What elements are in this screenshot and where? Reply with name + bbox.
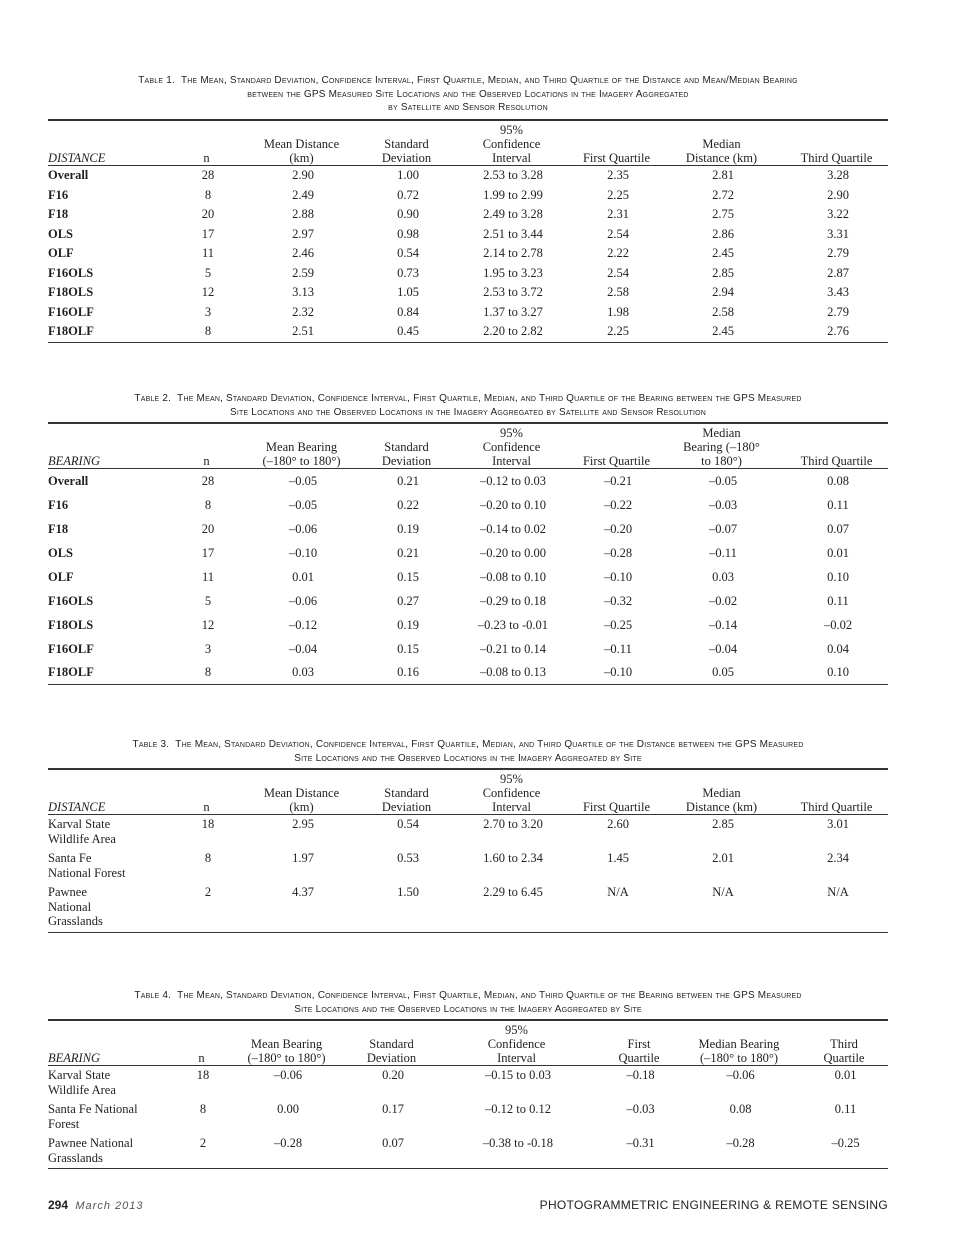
table-row: [48, 589, 888, 613]
table-cell: 5: [204, 265, 212, 280]
table-cell: 18: [201, 817, 215, 831]
table-cell: –0.05: [708, 473, 738, 488]
table-cell: 2.95: [292, 817, 314, 831]
table-row: [48, 815, 888, 850]
caption-line: Site Locations and the Observed Locations in the Imagery Aggregated by Site: [294, 1003, 642, 1015]
table-cell: 2.51 to 3.44: [483, 226, 543, 241]
table-cell: –0.18: [626, 1068, 655, 1082]
table3-label: Table 3.: [132, 739, 170, 750]
row-label: OLS: [48, 226, 74, 241]
table-cell: –0.15 to 0.03: [485, 1068, 551, 1082]
column-header: BEARING: [48, 424, 178, 469]
page-footer: [48, 1198, 888, 1216]
table-cell: 11: [201, 569, 215, 584]
table-cell: 2.51: [238, 322, 368, 342]
column-header: 95% Confidence Interval: [448, 121, 578, 166]
table-cell: 2.20 to 2.82: [448, 322, 578, 342]
table-cell: 0.27: [397, 593, 419, 608]
row-label: Overall: [48, 168, 89, 182]
table-row: [48, 205, 888, 225]
table4-label: Table 4.: [134, 990, 172, 1001]
table-cell: 4.37: [238, 883, 368, 932]
table-cell: 2.54: [607, 265, 629, 280]
table-cell: –0.11: [709, 545, 737, 560]
table-cell: 3.28: [827, 168, 849, 182]
column-header: Median Distance (km): [658, 770, 788, 815]
table-cell: 0.03: [712, 569, 734, 584]
header-row: [48, 424, 888, 469]
table-cell: –0.14 to 0.02: [480, 521, 546, 536]
column-header: Third Quartile: [788, 121, 888, 166]
table-cell: –0.20 to 0.10: [480, 497, 546, 512]
table-cell: –0.11: [604, 641, 632, 656]
table-cell: 3.22: [827, 207, 849, 221]
table-cell: 2.49 to 3.28: [483, 207, 543, 221]
column-header: n: [178, 770, 238, 815]
table-cell: 8: [204, 851, 212, 865]
column-header: Mean Bearing (–180° to 180°): [238, 424, 368, 469]
table-row: [48, 225, 888, 245]
table-cell: 0.15: [397, 569, 419, 584]
column-header: n: [178, 121, 238, 166]
table-row: [48, 613, 888, 637]
table-cell: 2.25: [578, 322, 658, 342]
table-cell: 1.05: [397, 285, 419, 299]
table-cell: 2.53 to 3.28: [483, 168, 543, 182]
column-header: BEARING: [48, 1021, 183, 1066]
table-cell: 1.99 to 2.99: [483, 187, 543, 202]
table-cell: 0.22: [397, 497, 419, 512]
table-cell: –0.06: [288, 521, 318, 536]
table-cell: –0.28: [223, 1134, 353, 1169]
table1: [48, 119, 888, 343]
table-cell: –0.20: [603, 521, 633, 536]
row-label: Santa Fe National Forest: [48, 1102, 138, 1131]
table-row: [48, 849, 888, 883]
table-row: [48, 469, 888, 493]
table-cell: –0.05: [288, 497, 318, 512]
row-label: F18OLF: [48, 661, 178, 685]
table-cell: 2.45: [658, 322, 788, 342]
table-cell: 2.97: [292, 226, 314, 241]
row-label: F18OLS: [48, 285, 94, 299]
table-cell: 2.35: [607, 168, 629, 182]
table-row: [48, 264, 888, 284]
table1-caption: [48, 74, 888, 115]
table-cell: 2.01: [712, 851, 734, 865]
table-cell: 12: [201, 285, 215, 299]
row-label: F16OLS: [48, 265, 94, 280]
table-row: [48, 322, 888, 342]
caption-line: Table 4. The Mean, Standard Deviation, Confidence Interval, First Quartile, Median, and Third Quartile of the Bearing between the GPS Measured: [134, 990, 802, 1001]
table-cell: –0.28: [678, 1134, 803, 1169]
row-label: F18OLF: [48, 322, 178, 342]
table-cell: 3: [204, 304, 212, 319]
table-row: [48, 166, 888, 186]
table-cell: 8: [204, 187, 212, 202]
table-cell: 28: [201, 473, 215, 488]
footer-left: [48, 1198, 143, 1212]
row-label: Karval State Wildlife Area: [48, 1068, 116, 1097]
table-cell: N/A: [788, 883, 888, 932]
table-cell: 0.19: [397, 521, 419, 536]
table-row: [48, 186, 888, 206]
row-label: F18: [48, 207, 69, 221]
table-cell: 2.94: [712, 285, 734, 299]
table-cell: 0.05: [658, 661, 788, 685]
table-cell: 2: [178, 883, 238, 932]
table-row: [48, 1066, 888, 1101]
table-cell: 12: [201, 617, 215, 632]
table-cell: –0.21: [603, 473, 633, 488]
table-cell: 8: [204, 497, 212, 512]
table-cell: 0.16: [368, 661, 448, 685]
row-label: Pawnee National Grasslands: [48, 1134, 183, 1169]
table-cell: –0.04: [708, 641, 738, 656]
row-label: Overall: [48, 473, 89, 488]
table-cell: 2.60: [607, 817, 629, 831]
table-cell: –0.25: [603, 617, 633, 632]
column-header: Median Distance (km): [658, 121, 788, 166]
table-cell: –0.20 to 0.00: [480, 545, 546, 560]
table2: [48, 422, 888, 685]
table3-caption: [48, 738, 888, 765]
table-cell: –0.25: [803, 1134, 888, 1169]
column-header: Standard Deviation: [368, 121, 448, 166]
page-number: 294: [48, 1198, 69, 1212]
table-cell: 2.90: [827, 187, 849, 202]
table-cell: –0.10: [578, 661, 658, 685]
column-header: First Quartile: [578, 770, 658, 815]
caption-line: Site Locations and the Observed Locations in the Imagery Aggregated by Satellite and Sensor Resolution: [229, 406, 707, 418]
column-header: Mean Distance (km): [238, 121, 368, 166]
table-cell: 0.10: [827, 569, 849, 584]
table-cell: 0.19: [397, 617, 419, 632]
table-row: [48, 517, 888, 541]
row-label: F16OLF: [48, 304, 94, 319]
table-cell: –0.02: [823, 617, 853, 632]
table-row: [48, 1100, 888, 1134]
caption-line: Site Locations and the Observed Locations in the Imagery Aggregated by Site: [294, 752, 642, 764]
table-cell: 2.85: [712, 265, 734, 280]
table-cell: N/A: [578, 883, 658, 932]
table-cell: 1.00: [397, 168, 419, 182]
row-label: Karval State Wildlife Area: [48, 817, 116, 846]
column-header: First Quartile: [578, 121, 658, 166]
row-label: F16OLF: [48, 641, 94, 656]
table-cell: 0.11: [834, 1102, 857, 1116]
table-cell: 2.54: [607, 226, 629, 241]
table-cell: 0.53: [397, 851, 419, 865]
table-cell: –0.23 to -0.01: [477, 617, 549, 632]
table-cell: 0.08: [729, 1102, 752, 1116]
table-cell: 0.08: [827, 473, 849, 488]
table-cell: 2.87: [827, 265, 849, 280]
table-cell: 2.25: [607, 187, 629, 202]
table-row: [48, 661, 888, 685]
table-cell: 3.43: [827, 285, 849, 299]
table-cell: 2.59: [292, 265, 314, 280]
table-cell: –0.06: [273, 1068, 303, 1082]
column-header: Median Bearing (–180° to 180°): [658, 424, 788, 469]
table-cell: 2.45: [712, 246, 734, 260]
table-cell: 0.21: [397, 545, 419, 560]
table-cell: 2.49: [292, 187, 314, 202]
caption-line: between the GPS Measured Site Locations and the Observed Locations in the Imagery Aggregated: [247, 88, 689, 100]
column-header: Standard Deviation: [368, 424, 448, 469]
table-cell: 20: [201, 521, 215, 536]
table-cell: 2.58: [712, 304, 734, 319]
table-cell: 17: [201, 545, 215, 560]
table-cell: 2.14 to 2.78: [483, 246, 543, 260]
table-cell: –0.21 to 0.14: [480, 641, 546, 656]
table-cell: 0.11: [827, 593, 849, 608]
header-row: [48, 770, 888, 815]
table-cell: 2.32: [292, 304, 314, 319]
table-row: [48, 244, 888, 264]
table-cell: 11: [201, 246, 215, 260]
table4: [48, 1019, 888, 1169]
table-cell: 0.07: [827, 521, 849, 536]
table-cell: 20: [201, 207, 215, 221]
column-header: 95% Confidence Interval: [433, 1021, 603, 1066]
table-cell: 8: [178, 322, 238, 342]
table-cell: 2.46: [292, 246, 314, 260]
table-cell: 0.17: [382, 1102, 404, 1116]
column-header: Third Quartile: [788, 770, 888, 815]
table-cell: 1.45: [607, 851, 629, 865]
table-cell: 0.98: [397, 226, 419, 241]
table-cell: 1.95 to 3.23: [483, 265, 543, 280]
table-cell: 2.86: [712, 226, 734, 241]
column-header: Mean Distance (km): [238, 770, 368, 815]
table-cell: –0.02: [708, 593, 738, 608]
table-cell: 0.54: [397, 817, 419, 831]
row-label: Santa Fe National Forest: [48, 851, 126, 880]
table-cell: –0.06: [288, 593, 318, 608]
table-cell: 0.01: [292, 569, 314, 584]
table-cell: 2.53 to 3.72: [483, 285, 543, 299]
table3: [48, 768, 888, 933]
table1-label: Table 1.: [138, 75, 175, 86]
table-cell: 2.58: [607, 285, 629, 299]
table-cell: 28: [201, 168, 215, 182]
table-cell: 1.37 to 3.27: [483, 304, 543, 319]
table-cell: 18: [196, 1068, 210, 1082]
table-cell: 0.84: [397, 304, 419, 319]
column-header: n: [178, 424, 238, 469]
table-cell: 1.98: [607, 304, 629, 319]
table-cell: 2.70 to 3.20: [483, 817, 543, 831]
column-header: Mean Bearing (–180° to 180°): [223, 1021, 353, 1066]
table-row: [48, 283, 888, 303]
row-label: F18: [48, 521, 69, 536]
row-label: OLF: [48, 569, 74, 584]
table-cell: 2.88: [292, 207, 314, 221]
table-cell: 8: [199, 1102, 207, 1116]
table2-label: Table 2.: [134, 393, 172, 404]
table-row: [48, 637, 888, 661]
table-cell: 2.76: [788, 322, 888, 342]
caption-line: Table 1. The Mean, Standard Deviation, Confidence Interval, First Quartile, Median, and Third Quartile of the Distance and Mean/Median Bearing: [138, 75, 798, 86]
table-cell: 2.81: [712, 168, 734, 182]
table-cell: N/A: [658, 883, 788, 932]
column-header: First Quartile: [578, 424, 658, 469]
column-header: Third Quartile: [803, 1021, 888, 1066]
table-cell: –0.06: [726, 1068, 755, 1082]
table-cell: –0.03: [626, 1102, 655, 1116]
table4-caption: [48, 989, 888, 1016]
table-cell: 2.79: [827, 304, 849, 319]
column-header: Third Quartile: [788, 424, 888, 469]
table-cell: 2.31: [607, 207, 629, 221]
table-cell: 2.22: [607, 246, 629, 260]
table-cell: 0.90: [397, 207, 419, 221]
table-cell: 0.73: [397, 265, 419, 280]
table-cell: 3.13: [292, 285, 314, 299]
journal-name: PHOTOGRAMMETRIC ENGINEERING & REMOTE SENSING: [539, 1198, 888, 1212]
table-cell: 0.20: [382, 1068, 404, 1082]
column-header: Standard Deviation: [368, 770, 448, 815]
table2-caption: [48, 392, 888, 419]
table-cell: –0.12 to 0.03: [480, 473, 546, 488]
table-cell: 0.15: [397, 641, 419, 656]
table-cell: 0.10: [788, 661, 888, 685]
table-cell: –0.12: [288, 617, 318, 632]
table-cell: 0.72: [397, 187, 419, 202]
table-cell: –0.08 to 0.13: [448, 661, 578, 685]
table-cell: 2.72: [712, 187, 734, 202]
caption-line: Table 3. The Mean, Standard Deviation, Confidence Interval, First Quartile, Median, and Third Quartile of the Distance between the GPS Measured: [132, 739, 804, 750]
table-cell: 0.04: [827, 641, 849, 656]
row-label: F16: [48, 497, 69, 512]
row-label: F16: [48, 187, 69, 202]
table-cell: 2.79: [827, 246, 849, 260]
table-cell: 2.85: [712, 817, 734, 831]
table-cell: –0.03: [708, 497, 738, 512]
table-cell: 0.01: [827, 545, 849, 560]
table-cell: 5: [204, 593, 212, 608]
header-row: [48, 1021, 888, 1066]
table-cell: –0.38 to -0.18: [433, 1134, 603, 1169]
table-cell: 0.54: [397, 246, 419, 260]
row-label: OLS: [48, 545, 74, 560]
table-cell: 0.45: [368, 322, 448, 342]
table-cell: 1.50: [368, 883, 448, 932]
table-cell: 3: [204, 641, 212, 656]
column-header: n: [183, 1021, 223, 1066]
table-cell: 3.01: [827, 817, 849, 831]
column-header: First Quartile: [603, 1021, 678, 1066]
table-cell: 1.97: [292, 851, 314, 865]
table-cell: –0.12 to 0.12: [485, 1102, 551, 1116]
column-header: DISTANCE: [48, 121, 178, 166]
table-cell: 2.34: [827, 851, 849, 865]
caption-line: Table 2. The Mean, Standard Deviation, Confidence Interval, First Quartile, Median, and Third Quartile of the Bearing between the GPS Measured: [134, 393, 802, 404]
table-cell: 2: [183, 1134, 223, 1169]
column-header: 95% Confidence Interval: [448, 424, 578, 469]
table-cell: 17: [201, 226, 215, 241]
table-cell: –0.08 to 0.10: [480, 569, 546, 584]
table-cell: –0.32: [603, 593, 633, 608]
table-cell: –0.14: [708, 617, 738, 632]
table-cell: 0.21: [397, 473, 419, 488]
row-label: OLF: [48, 246, 74, 260]
table-cell: 2.90: [292, 168, 314, 182]
table-cell: –0.10: [603, 569, 633, 584]
table-cell: –0.22: [603, 497, 633, 512]
table-cell: –0.28: [603, 545, 633, 560]
table-cell: –0.04: [288, 641, 318, 656]
table-row: [48, 883, 888, 932]
table-row: [48, 493, 888, 517]
row-label: F16OLS: [48, 593, 94, 608]
table-cell: –0.31: [603, 1134, 678, 1169]
column-header: Median Bearing (–180° to 180°): [678, 1021, 803, 1066]
row-label: Pawnee National Grasslands: [48, 883, 178, 932]
column-header: DISTANCE: [48, 770, 178, 815]
table-cell: –0.07: [708, 521, 738, 536]
header-row: [48, 121, 888, 166]
table-cell: 8: [178, 661, 238, 685]
table-cell: 0.00: [277, 1102, 299, 1116]
issue-month: March 2013: [75, 1200, 144, 1212]
caption-line: by Satellite and Sensor Resolution: [388, 102, 548, 113]
table-cell: 2.29 to 6.45: [448, 883, 578, 932]
table-cell: –0.10: [288, 545, 318, 560]
row-label: F18OLS: [48, 617, 94, 632]
table-row: [48, 1134, 888, 1169]
table-cell: 0.07: [353, 1134, 433, 1169]
table-row: [48, 541, 888, 565]
table-cell: 2.75: [712, 207, 734, 221]
table-cell: –0.05: [288, 473, 318, 488]
table-cell: 1.60 to 2.34: [483, 851, 543, 865]
table-cell: 0.03: [238, 661, 368, 685]
column-header: Standard Deviation: [353, 1021, 433, 1066]
table-cell: 3.31: [827, 226, 849, 241]
column-header: 95% Confidence Interval: [448, 770, 578, 815]
table-row: [48, 565, 888, 589]
table-cell: 0.01: [834, 1068, 857, 1082]
table-cell: 0.11: [827, 497, 849, 512]
table-row: [48, 303, 888, 323]
table-cell: –0.29 to 0.18: [480, 593, 546, 608]
